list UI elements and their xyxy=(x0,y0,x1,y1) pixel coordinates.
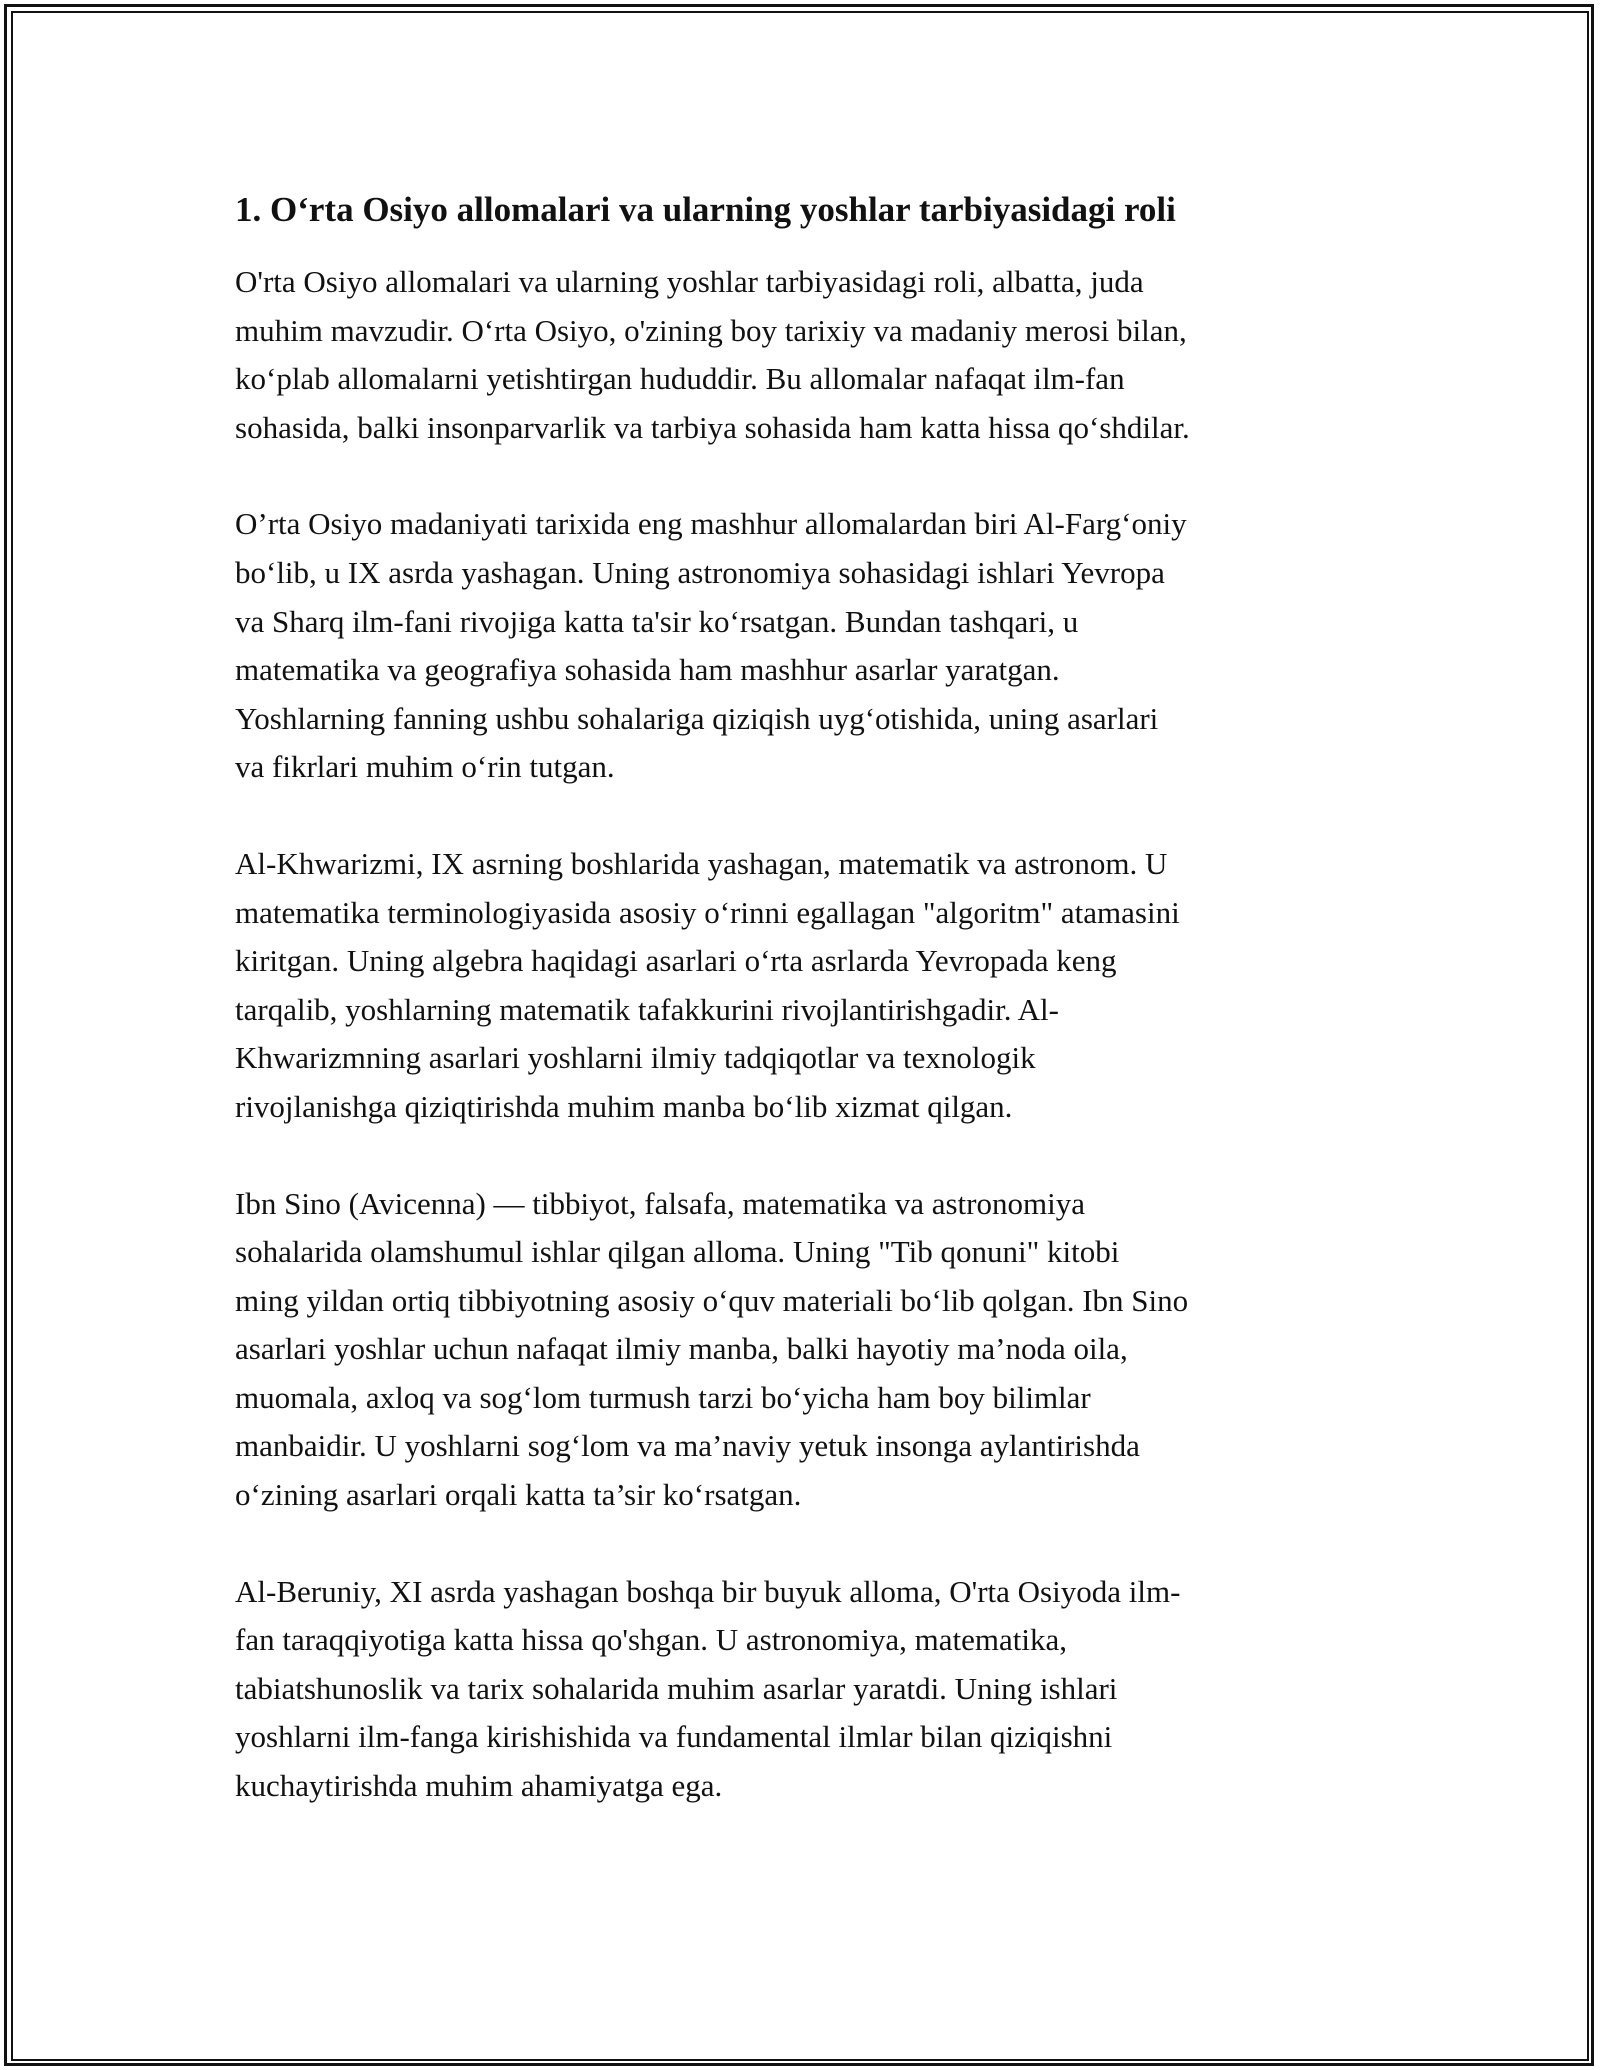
paragraph-intro xyxy=(235,258,1370,452)
text-line: asarlari yoshlar uchun nafaqat ilmiy manba, balki hayotiy ma’noda oila, xyxy=(235,1331,1128,1367)
text-line: sohalarida olamshumul ishlar qilgan alloma. Uning "Tib qonuni" kitobi xyxy=(235,1234,1120,1270)
text-line: O’rta Osiyo madaniyati tarixida eng mashhur allomalardan biri Al-Farg‘oniy xyxy=(235,506,1187,542)
text-line: tarqalib, yoshlarning matematik tafakkurini rivojlantirishgadir. Al- xyxy=(235,991,1059,1027)
document-body xyxy=(235,186,1370,1859)
paragraph-al-khwarizmi xyxy=(235,840,1370,1132)
text-line: sohasida, balki insonparvarlik va tarbiya sohasida ham katta hissa qo‘shdilar. xyxy=(235,409,1190,445)
text-line: Al-Khwarizmi, IX asrning boshlarida yashagan, matematik va astronom. U xyxy=(235,845,1168,881)
text-line: muhim mavzudir. O‘rta Osiyo, o'zining boy tarixiy va madaniy merosi bilan, xyxy=(235,312,1187,348)
section-heading: 1. O‘rta Osiyo allomalari va ularning yoshlar tarbiyasidagi roli xyxy=(235,190,1176,229)
text-line: ko‘plab allomalarni yetishtirgan hududdir. Bu allomalar nafaqat ilm-fan xyxy=(235,361,1125,397)
text-line: manbaidir. U yoshlarni sog‘lom va ma’naviy yetuk insonga aylantirishda xyxy=(235,1428,1140,1464)
text-line: Khwarizmning asarlari yoshlarni ilmiy tadqiqotlar va texnologik xyxy=(235,1040,1036,1076)
paragraph-al-farghoniy xyxy=(235,500,1370,792)
paragraph-ibn-sino xyxy=(235,1180,1370,1520)
paragraph-al-beruniy xyxy=(235,1568,1370,1811)
text-line: matematika va geografiya sohasida ham mashhur asarlar yaratgan. xyxy=(235,652,1060,688)
text-line: fan taraqqiyotiga katta hissa qo'shgan. U astronomiya, matematika, xyxy=(235,1622,1068,1658)
text-line: kiritgan. Uning algebra haqidagi asarlari o‘rta asrlarda Yevropada keng xyxy=(235,943,1117,979)
text-line: Al-Beruniy, XI asrda yashagan boshqa bir buyuk alloma, O'rta Osiyoda ilm- xyxy=(235,1573,1181,1609)
text-line: yoshlarni ilm-fanga kirishishida va fundamental ilmlar bilan qiziqishni xyxy=(235,1719,1113,1755)
text-line: Yoshlarning fanning ushbu sohalariga qiziqish uyg‘otishida, uning asarlari xyxy=(235,700,1159,736)
text-line: matematika terminologiyasida asosiy o‘rinni egallagan "algoritm" atamasini xyxy=(235,894,1180,930)
text-line: tabiatshunoslik va tarix sohalarida muhim asarlar yaratdi. Uning ishlari xyxy=(235,1670,1118,1706)
text-line: rivojlanishga qiziqtirishda muhim manba bo‘lib xizmat qilgan. xyxy=(235,1088,1013,1124)
text-line: Ibn Sino (Avicenna) — tibbiyot, falsafa, matematika va astronomiya xyxy=(235,1185,1085,1221)
text-line: O'rta Osiyo allomalari va ularning yoshlar tarbiyasidagi roli, albatta, juda xyxy=(235,264,1144,299)
text-line: muomala, axloq va sog‘lom turmush tarzi bo‘yicha ham boy bilimlar xyxy=(235,1379,1091,1415)
text-line: va fikrlari muhim o‘rin tutgan. xyxy=(235,749,615,785)
text-line: va Sharq ilm-fani rivojiga katta ta'sir ko‘rsatgan. Bundan tashqari, u xyxy=(235,603,1079,639)
text-line: bo‘lib, u IX asrda yashagan. Uning astronomiya sohasidagi ishlari Yevropa xyxy=(235,554,1165,590)
text-line: kuchaytirishda muhim ahamiyatga ega. xyxy=(235,1768,723,1804)
text-line: o‘zining asarlari orqali katta ta’sir ko‘rsatgan. xyxy=(235,1477,802,1513)
text-line: ming yildan ortiq tibbiyotning asosiy o‘quv materiali bo‘lib qolgan. Ibn Sino xyxy=(235,1282,1189,1318)
